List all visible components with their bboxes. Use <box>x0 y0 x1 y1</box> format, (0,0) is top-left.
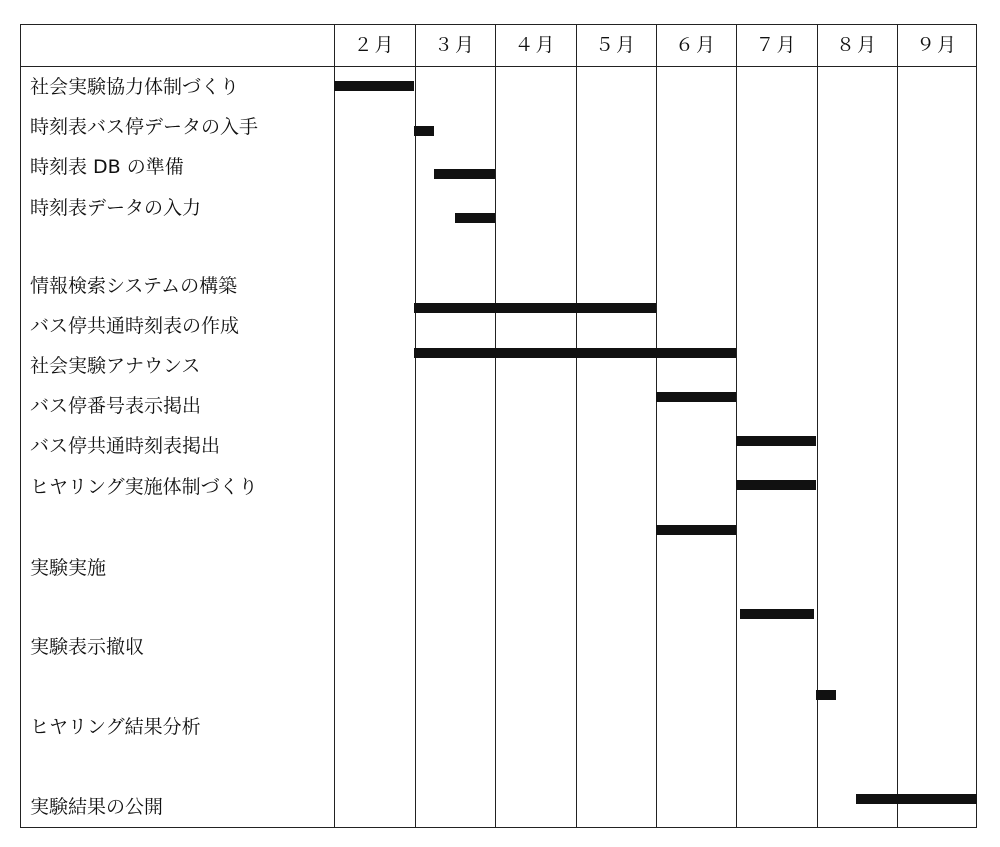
task-label: 社会実験協力体制づくり <box>30 76 240 98</box>
gantt-bar <box>334 81 414 91</box>
label-column-divider <box>334 24 335 828</box>
gantt-bar <box>414 348 736 358</box>
gantt-bar <box>816 690 836 700</box>
task-label: 実験表示撤収 <box>30 636 145 658</box>
month-divider-6 <box>817 24 818 828</box>
task-label: 時刻表データの入力 <box>30 197 202 219</box>
task-label: 情報検索システムの構築 <box>30 275 238 297</box>
month-divider-2 <box>495 24 496 828</box>
month-label: ４月 <box>514 34 557 56</box>
month-label: ５月 <box>594 34 637 56</box>
month-divider-4 <box>656 24 657 828</box>
gantt-bar <box>736 480 816 490</box>
task-label: 実験結果の公開 <box>30 796 164 818</box>
month-label: ９月 <box>915 34 958 56</box>
month-label: ２月 <box>353 34 396 56</box>
task-label: ヒヤリング結果分析 <box>30 716 201 738</box>
chart-frame <box>20 24 977 828</box>
month-divider-7 <box>897 24 898 828</box>
task-label: バス停番号表示掲出 <box>30 395 202 417</box>
gantt-bar <box>736 436 816 446</box>
month-label: ６月 <box>674 34 717 56</box>
month-divider-5 <box>736 24 737 828</box>
month-divider-1 <box>415 24 416 828</box>
gantt-bar <box>856 794 977 804</box>
task-label: 時刻表バス停データの入手 <box>30 116 259 138</box>
task-label: 社会実験アナウンス <box>30 355 201 377</box>
gantt-bar <box>740 609 814 619</box>
task-label: 時刻表 DB の準備 <box>30 156 184 178</box>
month-label: ７月 <box>755 34 798 56</box>
gantt-bar <box>414 303 655 313</box>
gantt-bar <box>455 213 495 223</box>
gantt-bar <box>434 169 494 179</box>
task-label: 実験実施 <box>30 557 107 579</box>
task-label: バス停共通時刻表掲出 <box>30 435 221 457</box>
task-label: ヒヤリング実施体制づくり <box>30 476 258 498</box>
header-divider <box>20 66 977 67</box>
gantt-bar <box>656 525 736 535</box>
gantt-bar <box>414 126 434 136</box>
gantt-bar <box>656 392 736 402</box>
task-label: バス停共通時刻表の作成 <box>30 315 240 337</box>
month-divider-3 <box>576 24 577 828</box>
month-label: ８月 <box>835 34 878 56</box>
month-label: ３月 <box>433 34 476 56</box>
